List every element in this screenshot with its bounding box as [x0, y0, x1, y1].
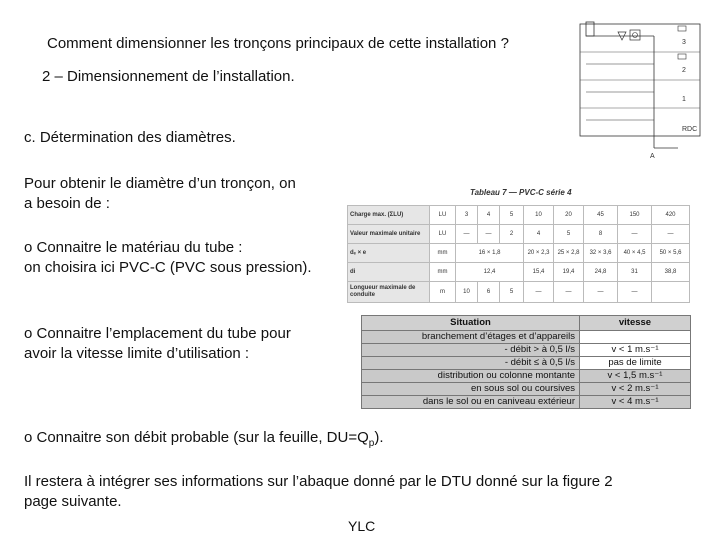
table-cell: 4 [524, 225, 554, 244]
table-row [348, 244, 690, 263]
vitesse-cell: v < 2 m.s⁻¹ [580, 383, 691, 396]
item-material-detail: on choisira ici PVC-C (PVC sous pression). [24, 259, 312, 276]
table-cell: 15,4 [524, 263, 554, 282]
table-cell: LU [430, 225, 456, 244]
table-cell: 32 × 3,6 [584, 244, 618, 263]
table-cell: Charge max. (ΣLU) [348, 206, 430, 225]
header-vitesse: vitesse [580, 316, 691, 331]
item-material: o Connaitre le matériau du tube : [24, 239, 243, 256]
item-location: o Connaitre l’emplacement du tube pour [24, 325, 291, 342]
situation-cell: branchement d’étages et d’appareils [362, 331, 580, 344]
intro-line: a besoin de : [24, 195, 110, 212]
table-cell: — [478, 225, 500, 244]
table-cell: 420 [652, 206, 690, 225]
table7-title: Tableau 7 — PVC-C série 4 [470, 188, 572, 197]
section-c-heading: c. Détermination des diamètres. [24, 129, 236, 146]
point-label: A [650, 153, 655, 160]
table-cell: Valeur maximale unitaire [348, 225, 430, 244]
item-flow-text: o Connaitre son débit probable (sur la feuille, DU=Q [24, 429, 369, 446]
level-label: 3 [682, 39, 686, 46]
situation-cell: distribution ou colonne montante [362, 370, 580, 383]
table-cell: — [618, 282, 652, 303]
closing-line: Il restera à intégrer ses informations sur l’abaque donné par le DTU donné sur la figure 2 [24, 473, 613, 490]
table-cell: 10 [456, 282, 478, 303]
table-cell: 40 × 4,5 [618, 244, 652, 263]
table-cell: 3 [456, 206, 478, 225]
page-title: Comment dimensionner les tronçons principaux de cette installation ? [47, 35, 509, 52]
table-cell: 10 [524, 206, 554, 225]
table-cell: — [524, 282, 554, 303]
table-row [348, 225, 690, 244]
table-cell: 20 [554, 206, 584, 225]
table-header-row [362, 316, 691, 331]
table-row [348, 282, 690, 303]
table-cell: 5 [554, 225, 584, 244]
table-row [362, 331, 691, 344]
item-location-detail: avoir la vitesse limite d’utilisation : [24, 345, 250, 362]
table-cell: 6 [478, 282, 500, 303]
table-cell: mm [430, 244, 456, 263]
item-flow [24, 428, 384, 454]
table-cell: — [456, 225, 478, 244]
situation-cell: - débit ≤ à 0,5 l/s [362, 357, 580, 370]
closing-line: page suivante. [24, 493, 122, 510]
table-row [362, 370, 691, 383]
vitesse-cell: v < 1 m.s⁻¹ [580, 344, 691, 357]
table-row [348, 206, 690, 225]
table-cell [652, 282, 690, 303]
situation-cell: dans le sol ou en caniveau extérieur [362, 396, 580, 409]
table-cell: LU [430, 206, 456, 225]
table-cell: m [430, 282, 456, 303]
table-cell: 150 [618, 206, 652, 225]
table-cell: 20 × 2,3 [524, 244, 554, 263]
vitesse-cell: v < 4 m.s⁻¹ [580, 396, 691, 409]
table-cell: mm [430, 263, 456, 282]
table-cell: Longueur maximale de conduite [348, 282, 430, 303]
table-cell: — [554, 282, 584, 303]
table-cell: 5 [500, 206, 524, 225]
table-cell: 45 [584, 206, 618, 225]
table-cell: 25 × 2,8 [554, 244, 584, 263]
table-cell: — [618, 225, 652, 244]
table-cell: 2 [500, 225, 524, 244]
pvc-table [347, 205, 690, 303]
table-row [348, 263, 690, 282]
table-row [362, 344, 691, 357]
table-cell: 4 [478, 206, 500, 225]
table-cell: — [584, 282, 618, 303]
table-cell: di [348, 263, 430, 282]
vitesse-cell: v < 1,5 m.s⁻¹ [580, 370, 691, 383]
table-cell: 38,8 [652, 263, 690, 282]
section-heading: 2 – Dimensionnement de l’installation. [42, 68, 295, 85]
table-cell: 24,8 [584, 263, 618, 282]
table-row [362, 383, 691, 396]
table-cell: dₑ × e [348, 244, 430, 263]
intro-line: Pour obtenir le diamètre d’un tronçon, on [24, 175, 296, 192]
situation-cell: en sous sol ou coursives [362, 383, 580, 396]
vitesse-cell: pas de limite [580, 357, 691, 370]
table-cell: 31 [618, 263, 652, 282]
table-cell: 16 × 1,8 [456, 244, 524, 263]
table-cell: 50 × 5,6 [652, 244, 690, 263]
velocity-table [361, 315, 691, 409]
table-row [362, 396, 691, 409]
header-situation: Situation [362, 316, 580, 331]
level-label: 1 [682, 96, 686, 103]
level-label: RDC [682, 126, 698, 133]
building-schematic [578, 18, 704, 160]
level-label: 2 [682, 67, 686, 74]
table-cell: 8 [584, 225, 618, 244]
author-footer: YLC [348, 518, 376, 534]
vitesse-cell [580, 331, 691, 344]
table-cell: 12,4 [456, 263, 524, 282]
situation-cell: - débit > à 0,5 l/s [362, 344, 580, 357]
item-flow-suffix: ). [374, 429, 384, 446]
table-cell: 5 [500, 282, 524, 303]
table-row [362, 357, 691, 370]
table-cell: — [652, 225, 690, 244]
item-flow-subscript: p [368, 438, 375, 449]
table-cell: 19,4 [554, 263, 584, 282]
